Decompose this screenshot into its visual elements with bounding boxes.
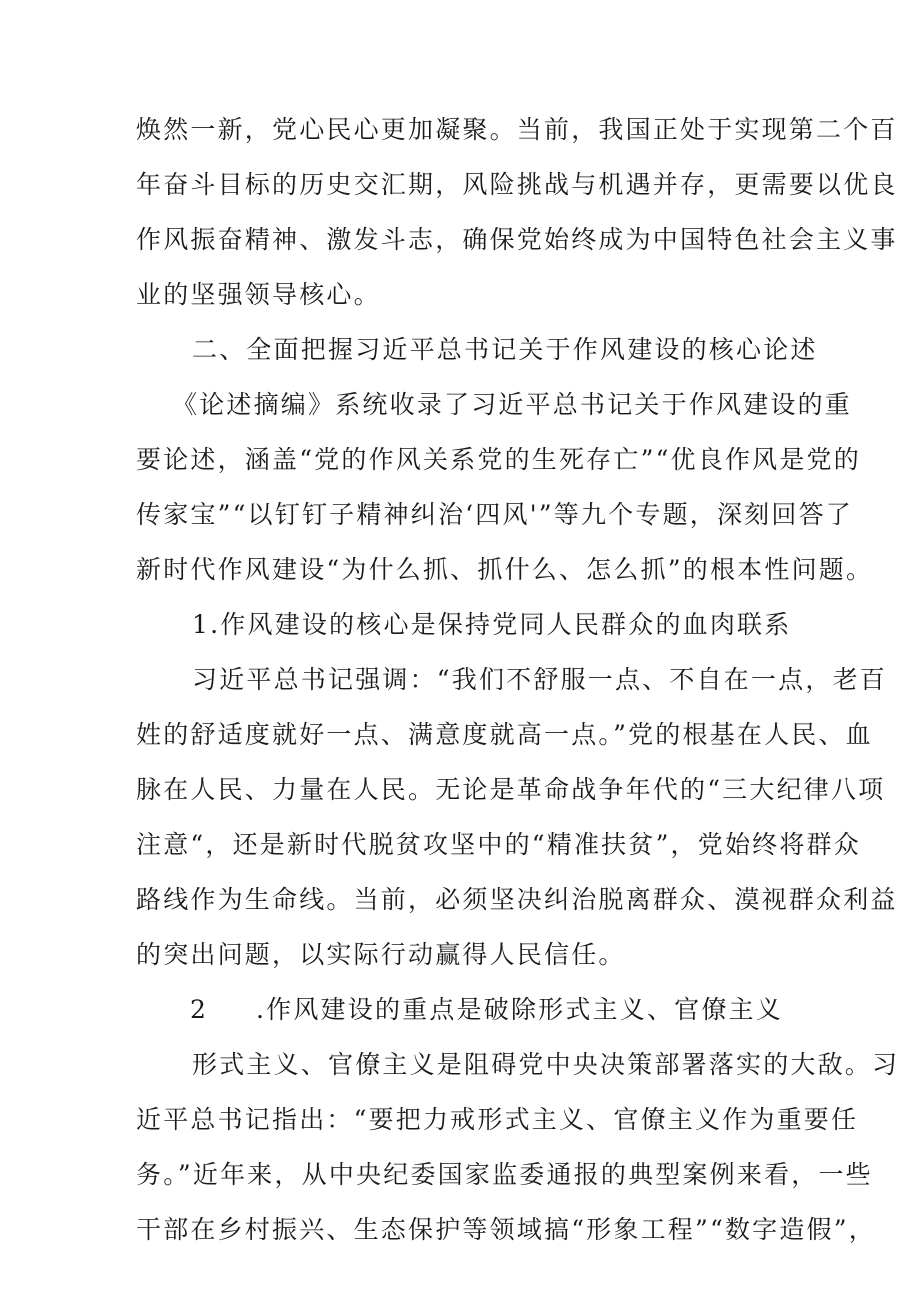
- paragraph-line: 的突出问题，以实际行动赢得人民信任。: [136, 940, 626, 969]
- subsection-number: 2: [190, 995, 209, 1024]
- section-heading: 二、全面把握习近平总书记关于作风建设的核心论述: [192, 335, 818, 364]
- paragraph-line: 作风振奋精神、激发斗志，确保党始终成为中国特色社会主义事: [136, 225, 898, 254]
- paragraph-line: 年奋斗目标的历史交汇期，风险挑战与机遇并存，更需要以优良: [136, 170, 898, 199]
- paragraph-line: 路线作为生命线。当前，必须坚决纠治脱离群众、漠视群众利益: [136, 885, 898, 914]
- paragraph-line: 焕然一新，党心民心更加凝聚。当前，我国正处于实现第二个百: [136, 115, 898, 144]
- subsection-heading: 1.作风建设的核心是保持党同人民群众的血肉联系: [192, 610, 792, 639]
- paragraph-line: 形式主义、官僚主义是阻碍党中央决策部署落实的大敌。习: [192, 1050, 900, 1079]
- paragraph-line: 注意“，还是新时代脱贫攻坚中的“精准扶贫”，党始终将群众: [136, 830, 861, 859]
- subsection-heading: .作风建设的重点是破除形式主义、官僚主义: [256, 995, 783, 1024]
- paragraph-line: 《论述摘编》系统收录了习近平总书记关于作风建设的重: [172, 390, 853, 419]
- paragraph-line: 要论述，涵盖“党的作风关系党的生死存亡”“优良作风是党的: [136, 445, 861, 474]
- paragraph-line: 新时代作风建设“为什么抓、抓什么、怎么抓”的根本性问题。: [136, 555, 874, 584]
- paragraph-line: 习近平总书记强调：“我们不舒服一点、不自在一点，老百: [192, 665, 887, 694]
- paragraph-line: 业的坚强领导核心。: [136, 280, 381, 309]
- paragraph-line: 传家宝”“以钉钉子精神纠治‘四风'”等九个专题，深刻回答了: [136, 500, 853, 529]
- paragraph-line: 务。”近年来，从中央纪委国家监委通报的典型案例来看，一些: [136, 1160, 873, 1189]
- paragraph-line: 脉在人民、力量在人民。无论是革命战争年代的“三大纪律八项: [136, 775, 886, 804]
- paragraph-line: 姓的舒适度就好一点、满意度就高一点。”党的根基在人民、血: [136, 720, 873, 749]
- paragraph-line: 干部在乡村振兴、生态保护等领域搞“形象工程”“数字造假”，: [136, 1215, 876, 1244]
- paragraph-line: 近平总书记指出：“要把力戒形式主义、官僚主义作为重要任: [136, 1105, 859, 1134]
